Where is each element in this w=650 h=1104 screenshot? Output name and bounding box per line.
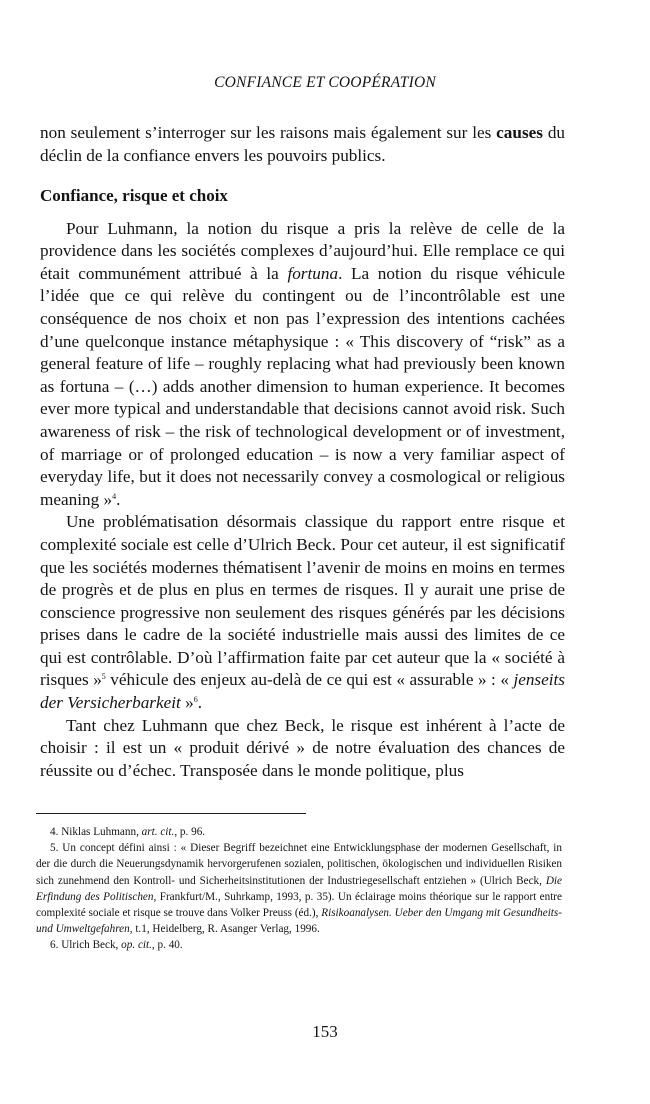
- text: véhicule des enjeux au-delà de ce qui est « assurable » : «: [105, 670, 514, 690]
- continuation-paragraph: [40, 122, 565, 167]
- text: Pour Luhmann, la notion du risque a pris la relève de celle de la providence dans les sociétés complexes d’aujourd’hui. Elle remplace ce qui était communément attribué à la: [40, 218, 565, 283]
- text: 5. Un concept défini ainsi : « Dieser Begriff bezeichnet eine Entwicklungsphase der modernen Gesellschaft, in der die durch die Neuerungsdynamik hervorgerufenen sozialen, politischen, ökologischen und individuellen Risiken sich zunehmend den Kontroll- und Sicherheitsinstitutionen der Industriegesellschaft entziehen » (Ulrich Beck,: [36, 842, 562, 887]
- text: , Frankfurt/M., Suhrkamp, 1993, p. 35). Un éclairage moins théorique sur le rapport entre complexité sociale et risque se trouve dans Volker Preuss (éd.),: [36, 890, 562, 920]
- running-head: CONFIANCE ET COOPÉRATION: [214, 74, 436, 91]
- footnote-divider: [36, 813, 306, 814]
- text: , p. 40.: [151, 939, 183, 952]
- text: du déclin de la confiance envers les pouvoirs publics.: [40, 123, 566, 165]
- italic-term: op. cit.: [121, 939, 152, 952]
- footnote-ref-6[interactable]: 6: [193, 695, 198, 705]
- footnote-5: [36, 840, 562, 937]
- text: »: [180, 693, 194, 713]
- italic-title: Risikoanalysen. Ueber den Umgang mit Gesundheits- und Umweltgefahren: [36, 907, 562, 936]
- text: , t.1, Heidelberg, R. Asanger Verlag, 1996.: [129, 923, 320, 936]
- footnote-ref-4[interactable]: 4: [112, 491, 117, 501]
- footnote-4: [36, 824, 562, 840]
- bold-term: causes: [496, 123, 543, 142]
- text: .: [116, 489, 121, 509]
- paragraph-luhmann: [40, 218, 565, 512]
- text: . La notion du risque véhicule l’idée que ce qui relève du contingent ou de l’incontrôlable est une conséquence de nos choix et non pas l’expression des intentions cachées d’une quelconque instance métaphysique : « This discovery of “risk” as a general feature of life – roughly replacing what had previously been known as fortuna – (…) adds another dimension to human experience. It becomes ever more typical and understandable that decisions cannot avoid risk. Such awareness of risk – the risk of technological development or of investment, of marriage or of prolonged education – is now a very familiar aspect of everyday life, but it does not necessarily convey a cosmological or religious meaning »: [40, 263, 565, 509]
- text: , p. 96.: [174, 826, 206, 838]
- text: 6. Ulrich Beck,: [50, 939, 122, 952]
- footnote-6: [36, 937, 562, 953]
- paragraph-choice: Tant chez Luhmann que chez Beck, le risque est inhérent à l’acte de choisir : il est un « produit dérivé » de notre évaluation des chances de réussite ou d’échec. Transposée dans le monde politique, plus: [40, 715, 565, 780]
- italic-term: art. cit.: [141, 826, 175, 838]
- text: 4. Niklas Luhmann,: [50, 826, 142, 838]
- page-number: 153: [312, 1022, 338, 1041]
- text: .: [197, 693, 202, 713]
- section-confiance-risque-choix: [40, 185, 565, 782]
- text: Une problématisation désormais classique du rapport entre risque et complexité sociale est celle d’Ulrich Beck. Pour cet auteur, il est significatif que les sociétés modernes thématisent l’avenir de moins en moins en termes de progrès et de plus en plus en termes de risques. Il y aurait une prise de conscience progressive non seulement des risques générés par les décisions prises dans le cadre de la société industrielle mais aussi des limites de ce qui est contrôlable. D’où l’affirmation faite par cet auteur que la « société à risques »: [40, 512, 565, 690]
- paragraph-beck: [40, 511, 565, 714]
- footnote-ref-5[interactable]: 5: [101, 672, 106, 682]
- italic-term: fortuna: [287, 263, 339, 283]
- italic-title: Die Erfindung des Politischen: [36, 874, 562, 903]
- text: non seulement s’interroger sur les raisons mais également sur les: [40, 123, 497, 142]
- italic-term: jenseits der Versicherbarkeit: [40, 670, 565, 713]
- section-heading: Confiance, risque et choix: [40, 186, 228, 205]
- footnotes: [36, 824, 562, 954]
